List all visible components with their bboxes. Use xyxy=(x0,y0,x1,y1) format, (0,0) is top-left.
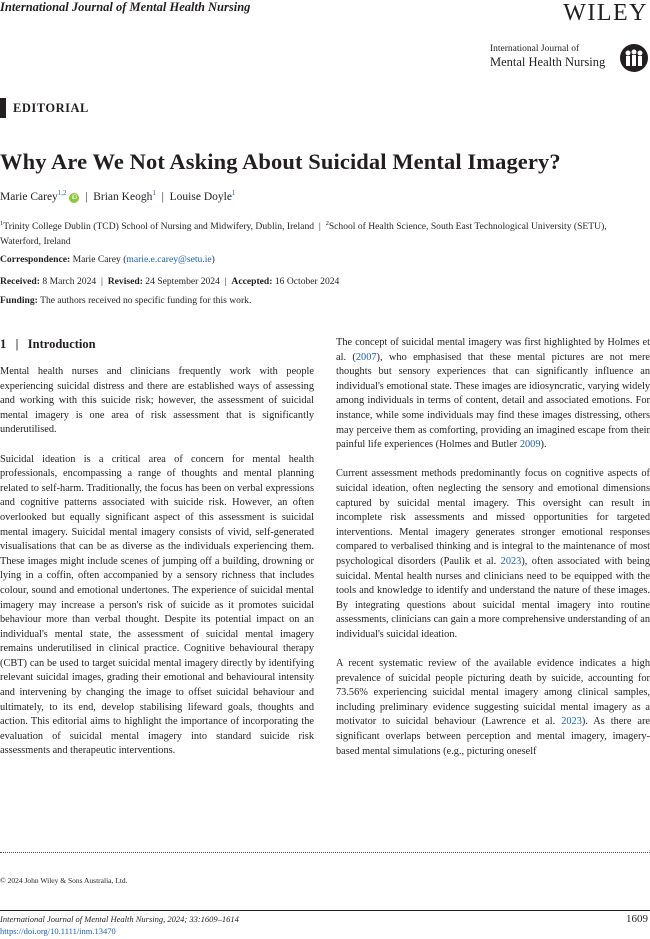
body-paragraph xyxy=(336,336,650,453)
citation-link[interactable]: 2023 xyxy=(500,555,522,567)
author-affiliation-sup[interactable]: 1 xyxy=(231,189,236,197)
affiliation-separator: | xyxy=(318,221,321,233)
citation-link[interactable]: 2007 xyxy=(355,351,377,363)
affiliations xyxy=(0,216,648,249)
footer-citation xyxy=(0,914,239,924)
accepted-label: Accepted: xyxy=(231,276,273,287)
journal-logo-small-text: International Journal of xyxy=(490,44,580,54)
footer-citation-text: International Journal of Mental Health Nursing, 2024; 33:1609–1614 xyxy=(0,914,239,924)
journal-logo-big-text: Mental Health Nursing xyxy=(490,55,606,69)
dates-line xyxy=(0,276,339,287)
date-separator: | xyxy=(224,276,227,287)
running-journal-name: International Journal of Mental Health Nursing xyxy=(0,0,251,14)
text-run: A recent systematic review of the available evidence indicates a high prevalence of suicidal people picturing death by suicide, accounting for 73.56% experiencing suicidal mental imagery among clinical samples, including preliminary evidence suggesting suicidal mental imagery as a motivator to suicidal behaviour (Lawrence et al. xyxy=(336,658,650,728)
section-title: Introduction xyxy=(27,337,96,351)
funding-text: The authors received no specific funding for this work. xyxy=(40,295,252,306)
publisher-logo[interactable]: WILEY xyxy=(563,0,648,26)
article-type-label: EDITORIAL xyxy=(13,101,89,115)
author-name[interactable]: Louise Doyle xyxy=(169,190,232,203)
body-paragraph: Suicidal ideation is a critical area of concern for mental health professionals, encompassing a range of thoughts and mental planning related to self-harm. Traditionally, the focus has been on verbal expressions and cognitive patterns associated with suicide risk. However, an often overlooked but equally significant aspect of this assessment is suicidal mental imagery. Suicidal mental imagery consists of vivid, self-generated visualisations that can be as diverse as the individuals experiencing them. These images might include scenes of jumping off a building, drowning or lying in a coffin, often accompanied by a sensory richness that includes colour, sound and emotional undertones. The experience of suicidal mental imagery may increase a person's risk of suicide as it promotes suicidal behaviour more than verbal thought. Despite its potential impact on an individual's mental state, the assessment of suicidal mental imagery remains underutilised in clinical practice. Cognitive behavioural therapy (CBT) can be used to target suicidal mental imagery directly by identifying relevant suicidal images, grading their emotional and behavioural intensity and intervening by changing the image to offset suicidal behaviour and ultimately, to its end, develop stabilising lifeward goals, thoughts and action. This editorial aims to highlight the importance of incorporating the evaluation of suicidal mental imagery into standard suicide risk assessments and therapeutic interventions. xyxy=(0,453,314,757)
text-run: The concept of suicidal mental imagery was first highlighted by Holmes et al. ( xyxy=(336,337,650,363)
text-run: ), often associated with being suicidal. Mental health nurses and clinicians need to be equipped with the tools and knowledge to identify and understand the nature of these images. By integrating questions about suicidal mental imagery into routine assessments, clinicians can gain a more comprehensive understanding of an individual's suicidal ideation. xyxy=(336,555,650,640)
received-label: Received: xyxy=(0,276,40,287)
revised-date: 24 September 2024 xyxy=(145,276,220,287)
affiliation-number: 2 xyxy=(325,220,329,227)
doi-link[interactable]: https://doi.org/10.1111/inm.13470 xyxy=(0,926,116,936)
text-run: ), who emphasised that these mental pictures are not mere thoughts but sensory experiences that can significantly influence an individual's emotional state. These images are idiosyncratic, varying widely among individuals in terms of content, detail and associated emotions. For instance, while some individuals may find these images distressing, others may perceive them as comforting, providing an imagined escape from their painful life experiences (Holmes and Butler xyxy=(336,351,650,451)
body-paragraph xyxy=(336,657,650,759)
author-affiliation-sup[interactable]: 1,2 xyxy=(57,189,67,197)
text-run: Current assessment methods predominantly focus on cognitive aspects of suicidal ideation, often neglecting the sensory and emotional dimensions captured by suicidal mental imagery. This oversight can result in incomplete risk assessments and missed opportunities for targeted interventions. Mental imagery generates stronger emotional responses compared to verbalised thinking and is integral to the maintenance of most psychological disorders (Paulik et al. xyxy=(336,468,650,567)
author-separator: | xyxy=(85,190,88,203)
text-run: ). As there are significant overlaps between perception and mental imagery, imagery-based mental simulations (e.g., picturing oneself xyxy=(336,716,650,757)
author-list xyxy=(0,189,235,203)
affiliation-text: Trinity College Dublin (TCD) School of Nursing and Midwifery, Dublin, Ireland xyxy=(3,221,315,233)
received-date: 8 March 2024 xyxy=(42,276,97,287)
correspondence-label: Correspondence: xyxy=(0,254,71,265)
author-affiliation-sup[interactable]: 1 xyxy=(152,189,156,197)
citation-link[interactable]: 2009 xyxy=(519,439,541,451)
body-paragraph xyxy=(336,467,650,642)
text-run: ). xyxy=(540,439,547,451)
funding-label: Funding: xyxy=(0,295,38,306)
right-column xyxy=(336,336,650,774)
journal-logo-icon xyxy=(620,44,648,72)
citation-link[interactable]: 2023 xyxy=(561,716,582,728)
left-column xyxy=(0,365,314,774)
orcid-icon[interactable]: iD xyxy=(69,193,79,203)
copyright-notice: © 2024 John Wiley & Sons Australia, Ltd. xyxy=(0,876,128,885)
footer-rule xyxy=(0,910,650,911)
correspondence-line: Correspondence: Marie Carey (marie.e.carey@setu.ie) xyxy=(0,254,215,265)
section-type-bar xyxy=(0,98,6,118)
affiliation-number: 1 xyxy=(0,220,4,227)
accepted-date: 16 October 2024 xyxy=(274,276,340,287)
page-number: 1609 xyxy=(626,913,648,925)
funding-line xyxy=(0,295,251,306)
journal-logo[interactable] xyxy=(490,44,650,74)
article-title: Why Are We Not Asking About Suicidal Mental Imagery? xyxy=(0,149,561,174)
date-separator: | xyxy=(101,276,103,287)
correspondence-name: Marie Carey xyxy=(72,254,121,265)
section-heading: 1 | Introduction xyxy=(0,337,96,351)
section-number: 1 xyxy=(0,337,7,351)
author-name[interactable]: Marie Carey xyxy=(0,190,58,203)
revised-label: Revised: xyxy=(107,276,143,287)
author-name[interactable]: Brian Keogh xyxy=(93,190,153,203)
footnote-divider xyxy=(0,852,650,853)
correspondence-email-link[interactable]: marie.e.carey@setu.ie xyxy=(126,254,212,265)
body-paragraph: Mental health nurses and clinicians frequently work with people experiencing suicidal distress and there are established ways of assessing and working with this suicide risk; however, the assessment of suicidal mental imagery is one area of risk assessment that is significantly underutilised. xyxy=(0,366,314,436)
affiliation-text: School of Health Science, South East Technological University (SETU), Waterford, Ireland xyxy=(0,221,607,248)
author-separator: | xyxy=(161,190,164,203)
